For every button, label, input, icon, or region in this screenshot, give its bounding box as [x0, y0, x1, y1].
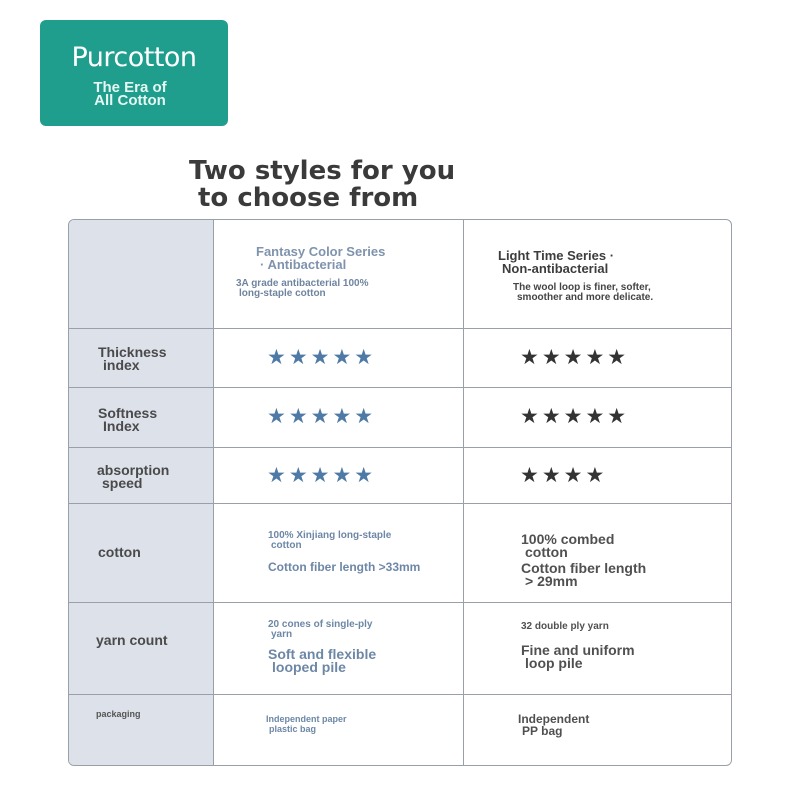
row-divider — [69, 694, 731, 695]
star-rating: ★★★★★ — [267, 464, 377, 487]
page-title-line2: to choose from — [198, 183, 419, 213]
row-label-softness — [98, 407, 157, 433]
cotton-series-b — [521, 533, 646, 588]
yarn-series-a-line4: looped pile — [272, 659, 346, 675]
cotton-series-a — [268, 531, 420, 573]
row-label-column — [69, 220, 214, 765]
row-label-thickness — [98, 346, 166, 372]
yarn-series-b — [521, 622, 635, 670]
star-rating: ★★★★★ — [267, 346, 377, 369]
column-divider — [463, 220, 464, 765]
row-label-absorption-line1: absorption — [97, 462, 170, 478]
row-label-packaging: packaging — [96, 709, 141, 719]
packaging-series-a-line1: Independent paper — [266, 714, 347, 724]
row-divider — [69, 447, 731, 448]
row-label-softness-line1: Softness — [98, 405, 158, 421]
packaging-series-b-line1: Independent — [518, 712, 590, 726]
row-label-absorption — [97, 464, 169, 490]
cotton-series-a-line2: cotton — [271, 540, 302, 551]
packaging-series-b — [518, 713, 589, 737]
cotton-series-b-line2: cotton — [525, 544, 568, 560]
series-a-title-line1: Fantasy Color Series — [256, 244, 386, 259]
star-rating: ★★★★ — [520, 464, 608, 487]
brand-tagline-line2: All Cotton — [94, 92, 166, 109]
packaging-series-a — [266, 714, 347, 734]
yarn-series-a-line1: 20 cones of single-ply — [268, 619, 373, 630]
row-label-cotton: cotton — [98, 544, 141, 560]
series-b-header — [498, 249, 653, 303]
star-rating: ★★★★★ — [520, 346, 630, 369]
yarn-series-a-line2: yarn — [271, 629, 293, 640]
row-label-thickness-line2: index — [103, 357, 140, 373]
row-divider — [69, 387, 731, 388]
series-a-title-line2: · Antibacterial — [260, 257, 347, 272]
packaging-series-a-line2: plastic bag — [269, 724, 317, 734]
brand-tagline-line1: The Era of — [93, 79, 167, 96]
yarn-series-b-line3: loop pile — [525, 655, 583, 671]
series-b-title-line2: Non-antibacterial — [502, 261, 609, 276]
brand-tagline — [80, 81, 180, 107]
row-label-softness-line2: Index — [103, 418, 140, 434]
star-rating: ★★★★★ — [267, 405, 377, 428]
comparison-table — [68, 219, 732, 766]
yarn-series-a — [268, 620, 376, 674]
series-b-title — [498, 249, 653, 275]
row-label-yarn-count: yarn count — [96, 632, 168, 648]
cotton-series-b-line1: 100% combed — [521, 531, 615, 547]
series-b-description-line1: The wool loop is finer, softer, — [513, 282, 651, 293]
page-title-line1: Two styles for you — [189, 156, 456, 186]
yarn-series-b-line2: Fine and uniform — [521, 642, 635, 658]
series-a-title — [256, 245, 385, 271]
series-a-description-line1: 3A grade antibacterial 100% — [236, 278, 369, 289]
series-a-description — [236, 279, 385, 299]
brand-name: Purcotton — [71, 42, 197, 73]
series-b-description-line2: smoother and more delicate. — [517, 292, 654, 303]
series-b-description — [513, 283, 653, 303]
brand-logo — [40, 20, 228, 126]
row-label-absorption-line2: speed — [102, 475, 143, 491]
page-title — [189, 158, 509, 212]
series-b-title-line1: Light Time Series · — [498, 248, 615, 263]
yarn-series-b-line1: 32 double ply yarn — [521, 621, 609, 632]
row-divider — [69, 328, 731, 329]
row-divider — [69, 503, 731, 504]
series-a-header — [236, 244, 386, 299]
cotton-series-b-line3: Cotton fiber length — [521, 560, 647, 576]
series-a-description-line2: long-staple cotton — [239, 288, 326, 299]
cotton-series-a-line3: Cotton fiber length >33mm — [268, 560, 421, 574]
cotton-series-a-line1: 100% Xinjiang long-staple — [268, 530, 392, 541]
packaging-series-b-line2: PP bag — [522, 724, 563, 738]
row-label-thickness-line1: Thickness — [98, 344, 167, 360]
cotton-series-b-line4: > 29mm — [525, 573, 578, 589]
yarn-series-a-line3: Soft and flexible — [268, 646, 377, 662]
star-rating: ★★★★★ — [520, 405, 630, 428]
row-divider — [69, 602, 731, 603]
